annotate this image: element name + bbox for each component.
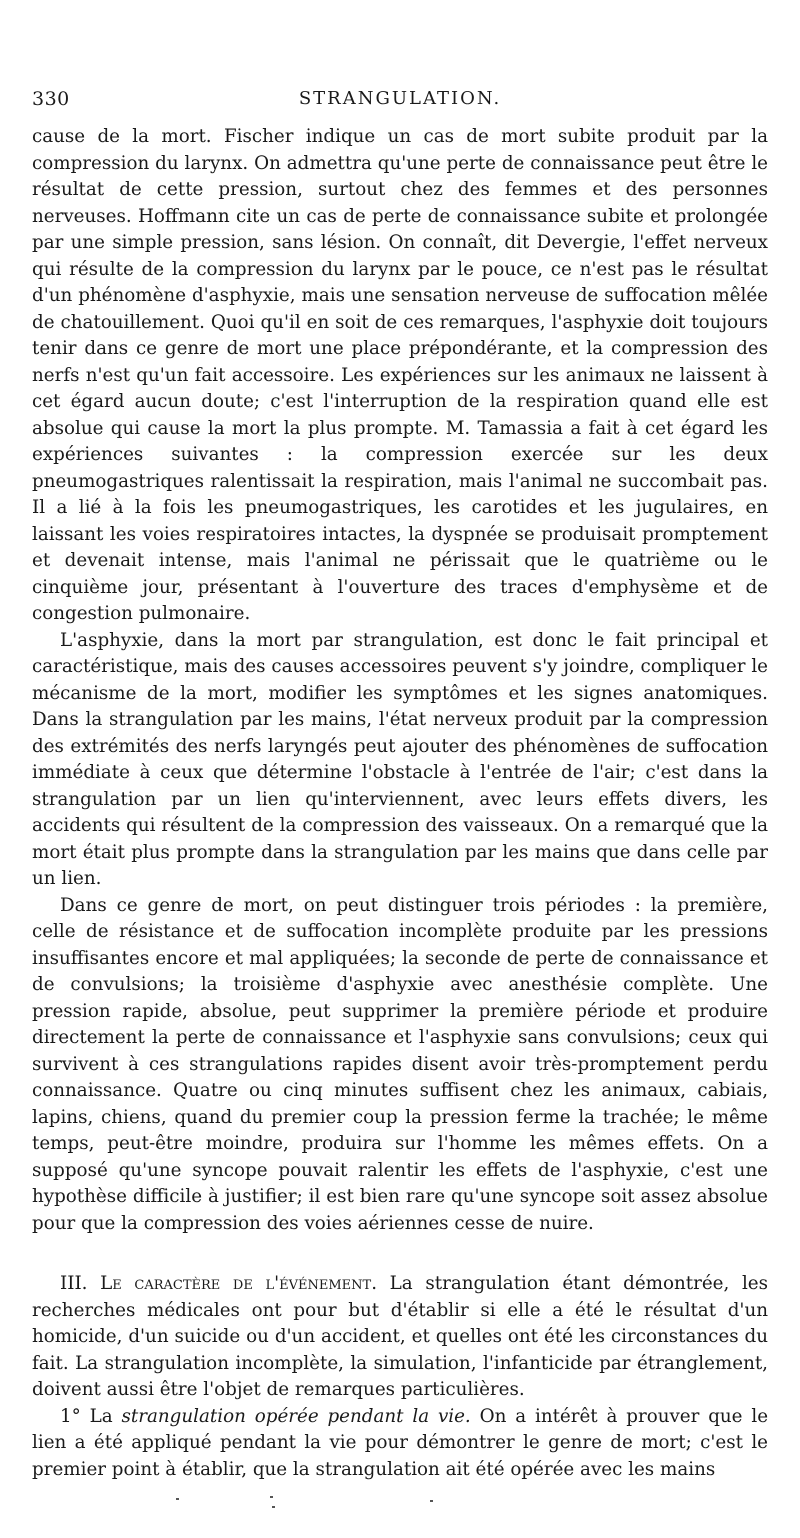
paragraph-1: cause de la mort. Fischer indique un cas de mort subite produit par la compression du larynx. On admettra qu'une perte de connaissance peut être le résultat de cette pression, surtout chez des femmes et des personnes nerveuses. Hoffmann cite un cas de perte de connaissance subite et prolongée par une simple pression, sans lésion. On connaît, dit Devergie, l'effet nerveux qui résulte de la compression du larynx par le pouce, ce n'est pas le résultat d'un phénomène d'asphyxie, mais une sensation nerveuse de suffocation mêlée de chatouillement. Quoi qu'il en soit de ces remarques, l'asphyxie doit toujours tenir dans ce genre de mort une place prépondérante, et la compression des nerfs n'est qu'un fait accessoire. Les expériences sur les animaux ne laissent à cet égard aucun doute; c'est l'interruption de la respiration quand elle est absolue qui cause la mort la plus prompte. M. Tamassia a fait à cet égard les expériences suivantes : la compression exercée sur les deux pneumogastriques ralentissait la respiration, mais l'animal ne succombait pas. Il a lié à la fois les pneumogastriques, les carotides et les jugulaires, en laissant les voies respiratoires intactes, la dyspnée se produisait promptement et devenait intense, mais l'animal ne périssait que le quatrième ou le cinquième jour, présentant à l'ouverture des traces d'emphysème et de congestion pulmonaire. xyxy=(32,126,768,624)
running-title: STRANGULATION. xyxy=(298,88,502,109)
body-text xyxy=(32,124,768,1483)
section-gap xyxy=(32,1237,768,1271)
paragraph-3: Dans ce genre de mort, on peut distinguer trois périodes : la première, celle de résistance et de suffocation incomplète produite par les pressions insuffisantes encore et mal appliquées; la seconde de perte de connaissance et de convulsions; la troisième d'asphyxie avec anesthésie complète. Une pression rapide, absolue, peut supprimer la première période et produire directement la perte de connaissance et l'asphyxie sans convulsions; ceux qui survivent à ces strangulations rapides disent avoir très-promptement perdu connaissance. Quatre ou cinq minutes suffisent chez les animaux, cabiais, lapins, chiens, quand du premier coup la pression ferme la trachée; le même temps, peut-être moindre, produira sur l'homme les mêmes effets. On a supposé qu'une syncope pouvait ralentir les effets de l'asphyxie, c'est une hypothèse difficile à justifier; il est bien rare qu'une syncope soit assez absolue pour que la compression des voies aériennes cesse de nuire. xyxy=(32,894,768,1234)
scan-speck xyxy=(272,1506,275,1508)
section-iii-text: La strangulation étant démontrée, les recherches médicales ont pour but d'établir si elle a été le résultat d'un homicide, d'un suicide ou d'un accident, et quelles ont été les circonstances du fait. La strangulation incomplète, la simulation, l'infanticide par étranglement, doivent aussi être l'objet de remarques particulières. xyxy=(32,1273,768,1400)
section-heading: Le caractère de l'événement. xyxy=(100,1273,378,1294)
scan-specks xyxy=(0,1496,800,1526)
item-heading: strangulation opérée pendant la vie. xyxy=(121,1405,471,1427)
book-page xyxy=(32,88,768,1483)
item-1-paragraph xyxy=(32,1404,768,1484)
scan-speck xyxy=(176,1498,179,1500)
paragraph-2: L'asphyxie, dans la mort par strangulation, est donc le fait principal et caractéristique, mais des causes accessoires peuvent s'y joindre, compliquer le mécanisme de la mort, modifier les symptômes et les signes anatomiques. Dans la strangulation par les mains, l'état nerveux produit par la compression des extrémités des nerfs laryngés peut ajouter des phénomènes de suffocation immédiate à ceux que détermine l'obstacle à l'entrée de l'air; c'est dans la strangulation par un lien qu'interviennent, avec leurs effets divers, les accidents qui résultent de la compression des vaisseaux. On a remarqué que la mort était plus prompte dans la strangulation par les mains que dans celle par un lien. xyxy=(32,629,768,889)
item-number: 1° xyxy=(60,1405,81,1427)
section-number: III. xyxy=(60,1273,88,1294)
scan-speck xyxy=(430,1500,433,1502)
running-head xyxy=(32,88,768,118)
item-lead: La xyxy=(89,1405,113,1427)
section-iii-paragraph xyxy=(32,1271,768,1404)
page-number: 330 xyxy=(32,88,70,110)
scan-speck xyxy=(270,1496,273,1498)
item-1-text: On a intérêt à prouver que le lien a été appliqué pendant la vie pour démontrer le genre de mort; c'est le premier point à établir, que la strangulation ait été opérée avec les mains xyxy=(32,1405,769,1480)
